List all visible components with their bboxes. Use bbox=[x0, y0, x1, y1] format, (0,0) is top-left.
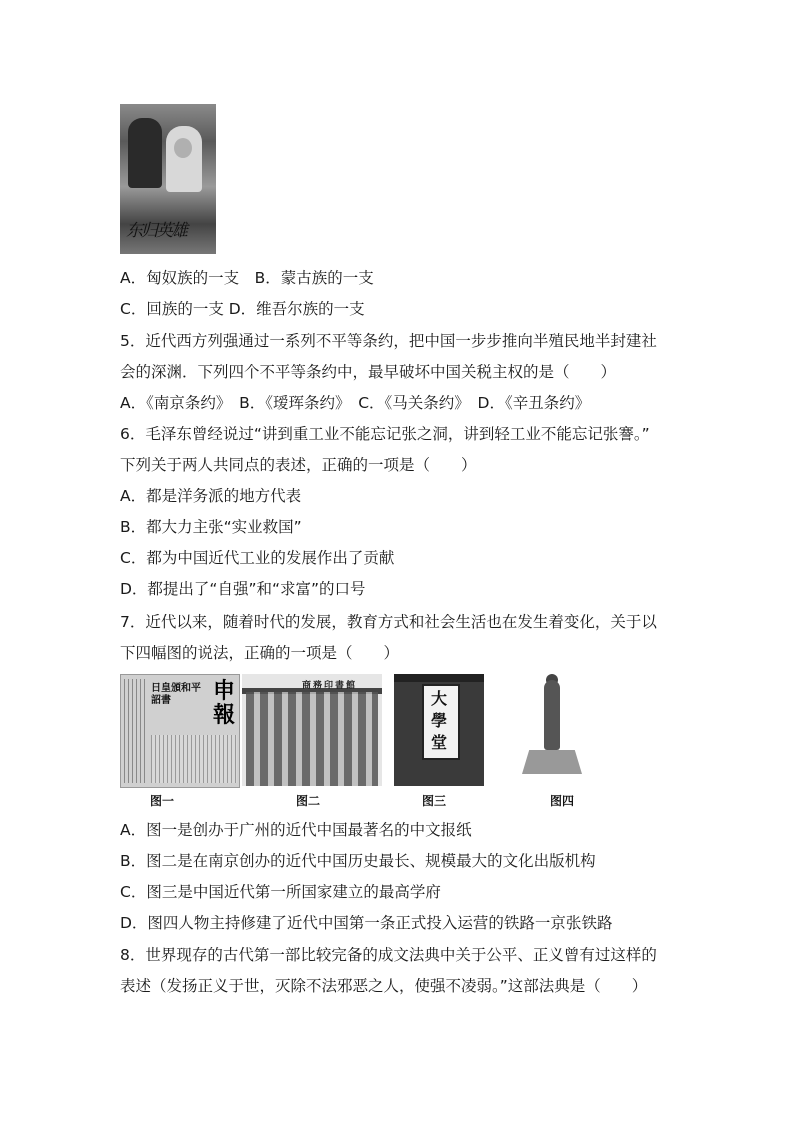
statue-pedestal bbox=[522, 750, 582, 774]
newspaper-headline: 日皇頒和平詔書 bbox=[151, 683, 201, 706]
q6-stem-line-1: 6．毛泽东曾经说过“讲到重工业不能忘记张之洞，讲到轻工业不能忘记张謇。” bbox=[120, 425, 650, 443]
poster-face bbox=[174, 138, 192, 158]
caption-fig1: 图一 bbox=[150, 794, 175, 808]
newspaper-masthead: 申報 bbox=[213, 678, 236, 728]
newspaper-image bbox=[120, 674, 240, 788]
caption-fig3: 图三 bbox=[422, 794, 447, 808]
plaque-text: 大學堂 bbox=[430, 689, 447, 752]
poster-figure-right bbox=[166, 126, 202, 192]
q4-options-line-2: C．回族的一支 D．维吾尔族的一支 bbox=[120, 300, 365, 318]
q8-stem-line-2: 表述（发扬正义于世，灭除不法邪恶之人，使强不凌弱。”这部法典是（ ） bbox=[120, 977, 648, 995]
gate-beam bbox=[394, 674, 484, 682]
q6-option-c: C．都为中国近代工业的发展作出了贡献 bbox=[120, 549, 395, 567]
q6-option-d: D．都提出了“自强”和“求富”的口号 bbox=[120, 580, 366, 598]
q7-option-a: A．图一是创办于广州的近代中国最著名的中文报纸 bbox=[120, 821, 472, 839]
newspaper-body-text bbox=[151, 735, 237, 783]
q5-stem-line-2: 会的深渊．下列四个不平等条约中，最早破坏中国关税主权的是（ ） bbox=[120, 363, 617, 381]
q5-stem-line-1: 5．近代西方列强通过一系列不平等条约，把中国一步步推向半殖民地半封建社 bbox=[120, 332, 657, 350]
q7-stem-line-1: 7．近代以来，随着时代的发展，教育方式和社会生活也在发生着变化，关于以 bbox=[120, 613, 657, 631]
statue-body bbox=[544, 680, 560, 750]
q7-option-d: D．图四人物主持修建了近代中国第一条正式投入运营的铁路一京张铁路 bbox=[120, 914, 613, 932]
q5-options: A．《南京条约》 B．《瑷珲条约》 C．《马关条约》 D．《辛丑条约》 bbox=[120, 394, 591, 412]
movie-poster-image bbox=[120, 104, 216, 254]
poster-title: 东归英雄 bbox=[126, 221, 186, 241]
q7-option-b: B．图二是在南京创办的近代中国历史最长、规模最大的文化出版机构 bbox=[120, 852, 596, 870]
q6-stem-line-2: 下列关于两人共同点的表述，正确的一项是（ ） bbox=[120, 456, 477, 474]
q7-stem-line-2: 下四幅图的说法，正确的一项是（ ） bbox=[120, 644, 400, 662]
q7-image-row bbox=[120, 674, 606, 806]
q6-option-b: B．都大力主张“实业救国” bbox=[120, 518, 302, 536]
building-image bbox=[242, 674, 382, 786]
statue-image bbox=[512, 674, 592, 786]
q8-stem-line-1: 8．世界现存的古代第一部比较完备的成文法典中关于公平、正义曾有过这样的 bbox=[120, 946, 657, 964]
caption-fig2: 图二 bbox=[296, 794, 321, 808]
newspaper-columns bbox=[124, 679, 148, 783]
q6-option-a: A．都是洋务派的地方代表 bbox=[120, 487, 302, 505]
gate-plaque-image bbox=[394, 674, 484, 786]
q4-options-line-1: A．匈奴族的一支 B．蒙古族的一支 bbox=[120, 269, 374, 287]
building-sign: 商務印書館 bbox=[302, 681, 358, 691]
building-facade bbox=[246, 692, 378, 786]
caption-fig4: 图四 bbox=[550, 794, 575, 808]
q7-option-c: C．图三是中国近代第一所国家建立的最高学府 bbox=[120, 883, 441, 901]
poster-figure-left bbox=[128, 118, 162, 188]
